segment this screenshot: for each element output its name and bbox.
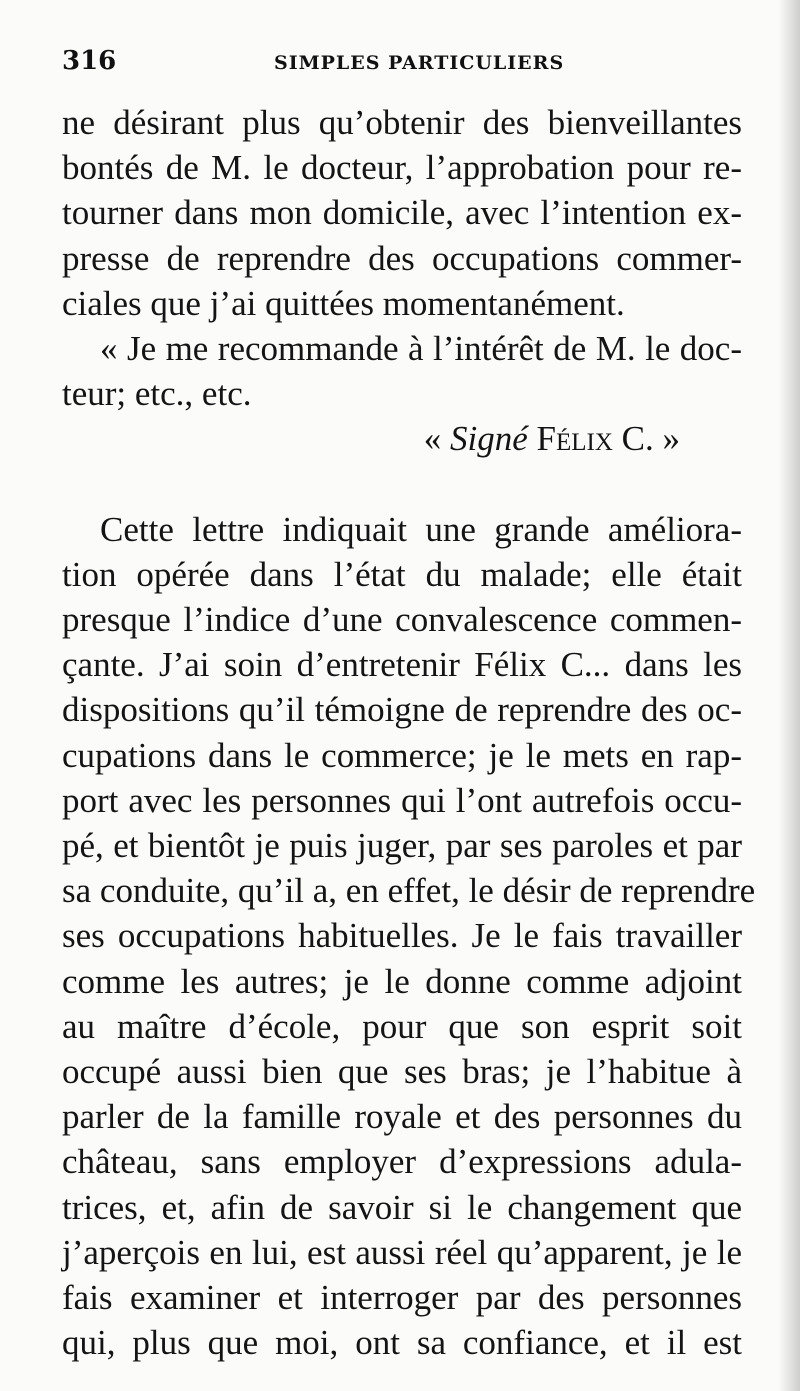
running-header — [62, 46, 752, 86]
text-line: trices, et, afin de savoir si le changement que — [62, 1187, 742, 1227]
text-line: tourner dans mon domicile, avec l’intention ex- — [62, 193, 742, 233]
signature-open-quote: « — [423, 419, 442, 459]
text-line: çante. J’ai soin d’entretenir Félix C... dans les — [62, 645, 742, 685]
paragraph-gap — [62, 462, 742, 507]
text-line: cupations dans le commerce; je le mets en rap- — [62, 735, 742, 775]
signature-name: Félix C. — [536, 419, 654, 459]
text-line: qui, plus que moi, ont sa confiance, et il est — [62, 1323, 742, 1363]
text-line: bontés de M. le docteur, l’approbation pour re- — [62, 148, 742, 188]
signature-signed: Signé — [450, 419, 528, 459]
page-number: 316 — [62, 46, 117, 76]
text-line: château, sans employer d’expressions adula- — [62, 1142, 742, 1182]
text-line: parler de la famille royale et des personnes du — [62, 1097, 742, 1137]
text-line: tion opérée dans l’état du malade; elle était — [62, 554, 742, 594]
text-line: occupé aussi bien que ses bras; je l’habitue à — [62, 1051, 742, 1091]
text-line: ses occupations habituelles. Je le fais travailler — [62, 916, 742, 956]
running-title: SIMPLES PARTICULIERS — [274, 52, 565, 74]
letter-signature — [62, 416, 742, 461]
text-line: fais examiner et interroger par des personnes — [62, 1277, 742, 1317]
page-edge-shadow — [778, 0, 800, 1391]
text-line: ne désirant plus qu’obtenir des bienveillantes — [62, 103, 742, 142]
text-line: j’aperçois en lui, est aussi réel qu’apparent, je le — [62, 1232, 742, 1272]
text-line: sa conduite, qu’il a, en effet, le désir de reprendre — [62, 871, 756, 911]
text-line: ciales que j’ai quittées momentanément. — [62, 283, 625, 323]
body-text — [62, 100, 756, 1365]
signature-close-quote: » — [662, 419, 680, 459]
text-line: port avec les personnes qui l’ont autrefois occu- — [62, 780, 742, 820]
text-line: comme les autres; je le donne comme adjoint — [62, 961, 742, 1001]
text-line: pé, et bientôt je puis juger, par ses paroles et par — [62, 826, 742, 865]
text-line: teur; etc., etc. — [62, 374, 252, 414]
text-line: Cette lettre indiquait une grande améliora- — [100, 509, 742, 549]
text-line: « Je me recommande à l’intérêt de M. le doc- — [100, 328, 742, 368]
text-line: dispositions qu’il témoigne de reprendre des oc- — [62, 690, 742, 730]
text-line: presque l’indice d’une convalescence commen- — [62, 600, 742, 640]
text-line: au maître d’école, pour que son esprit soit — [62, 1006, 742, 1046]
text-line: presse de reprendre des occupations commer- — [62, 238, 742, 278]
